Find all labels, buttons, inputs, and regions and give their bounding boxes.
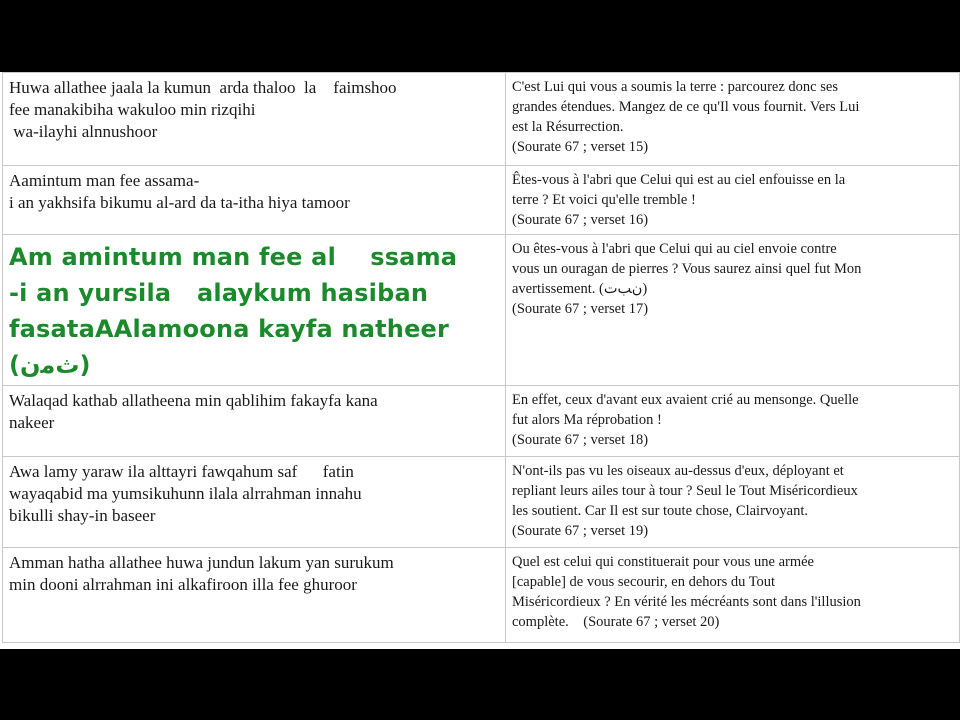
- translation-line: Êtes-vous à l'abri que Celui qui est au ciel enfouisse en la: [512, 172, 846, 188]
- verse-reference: (Sourate 67 ; verset 16): [512, 212, 649, 228]
- verse-row-20: [3, 548, 960, 643]
- translation-line: vous un ouragan de pierres ? Vous saurez ainsi quel fut Mon: [512, 261, 862, 277]
- translation-cell: [506, 386, 960, 457]
- transliteration-line: fee manakibiha wakuloo min rizqihi: [9, 100, 256, 119]
- transliteration-line: Huwa allathee jaala la kumun arda thaloo la faimshoo: [9, 78, 397, 97]
- verse-reference: (Sourate 67 ; verset 17): [512, 301, 649, 317]
- translation-line: avertissement. (ﻥﺐﺕ): [512, 281, 648, 297]
- translation-line: les soutient. Car Il est sur toute chose, Clairvoyant.: [512, 503, 808, 519]
- translation-line: N'ont-ils pas vu les oiseaux au-dessus d'eux, déployant et: [512, 463, 844, 479]
- transliteration-line: Awa lamy yaraw ila alttayri fawqahum saf fatin: [9, 462, 354, 481]
- translation-line: Quel est celui qui constituerait pour vous une armée: [512, 554, 814, 570]
- transliteration-line: -i an yursila alaykum hasiban: [9, 279, 429, 307]
- transliteration-cell-highlighted: [3, 235, 506, 386]
- transliteration-line: i an yakhsifa bikumu al-ard da ta-itha hiya tamoor: [9, 193, 350, 212]
- transliteration-cell: [3, 386, 506, 457]
- translation-cell: [506, 73, 960, 166]
- translation-line: Miséricordieux ? En vérité les mécréants sont dans l'illusion: [512, 594, 861, 610]
- translation-line: [capable] de vous secourir, en dehors du Tout: [512, 574, 776, 590]
- transliteration-line: nakeer: [9, 413, 55, 432]
- translation-cell: [506, 166, 960, 235]
- verse-sheet: [0, 72, 960, 649]
- translation-line: repliant leurs ailes tour à tour ? Seul le Tout Miséricordieux: [512, 483, 858, 499]
- transliteration-line: wayaqabid ma yumsikuhunn ilala alrrahman innahu: [9, 484, 362, 503]
- transliteration-line: Aamintum man fee assama-: [9, 171, 200, 190]
- transliteration-cell: [3, 457, 506, 548]
- verse-row-17: [3, 235, 960, 386]
- transliteration-line: fasataAAlamoona kayfa natheer: [9, 315, 450, 343]
- verse-row-15: [3, 73, 960, 166]
- transliteration-line: wa-ilayhi alnnushoor: [9, 122, 158, 141]
- translation-line: terre ? Et voici qu'elle tremble !: [512, 192, 696, 208]
- verse-reference: (Sourate 67 ; verset 18): [512, 432, 649, 448]
- verse-row-16: [3, 166, 960, 235]
- transliteration-cell: [3, 166, 506, 235]
- translation-line: Ou êtes-vous à l'abri que Celui qui au ciel envoie contre: [512, 241, 837, 257]
- verse-table: [2, 72, 960, 643]
- translation-cell: [506, 548, 960, 643]
- arabic-tag: (ﺙﻣﻥ): [9, 351, 91, 379]
- verse-reference: (Sourate 67 ; verset 19): [512, 523, 649, 539]
- translation-line: fut alors Ma réprobation !: [512, 412, 662, 428]
- transliteration-line: min dooni alrrahman ini alkafiroon illa fee ghuroor: [9, 575, 357, 594]
- translation-line: En effet, ceux d'avant eux avaient crié au mensonge. Quelle: [512, 392, 859, 408]
- translation-cell: [506, 235, 960, 386]
- verse-row-19: [3, 457, 960, 548]
- translation-cell: [506, 457, 960, 548]
- transliteration-line: Walaqad kathab allatheena min qablihim fakayfa kana: [9, 391, 378, 410]
- transliteration-line: Am amintum man fee al ssama: [9, 243, 458, 271]
- translation-line: grandes étendues. Mangez de ce qu'Il vous fournit. Vers Lui: [512, 99, 860, 115]
- transliteration-cell: [3, 548, 506, 643]
- transliteration-line: bikulli shay-in baseer: [9, 506, 156, 525]
- verse-row-18: [3, 386, 960, 457]
- transliteration-cell: [3, 73, 506, 166]
- translation-line: est la Résurrection.: [512, 119, 624, 135]
- verse-reference: (Sourate 67 ; verset 15): [512, 139, 649, 155]
- translation-line: C'est Lui qui vous a soumis la terre : parcourez donc ses: [512, 79, 838, 95]
- translation-line-with-reference: complète. (Sourate 67 ; verset 20): [512, 614, 720, 630]
- transliteration-line: Amman hatha allathee huwa jundun lakum yan surukum: [9, 553, 394, 572]
